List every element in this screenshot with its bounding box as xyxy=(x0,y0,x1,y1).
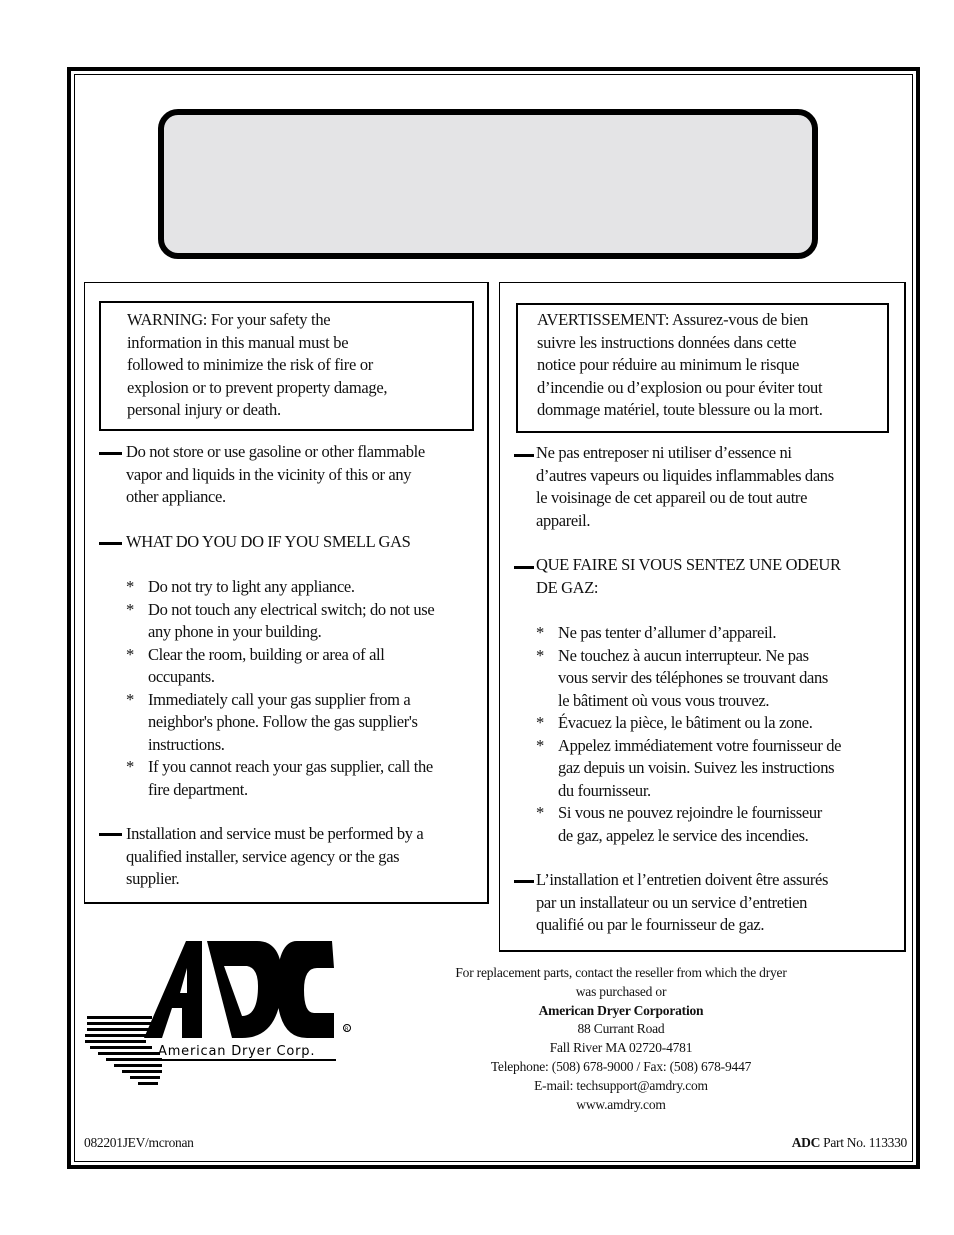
dash-bullet-icon xyxy=(99,833,122,836)
street-address: 88 Currant Road xyxy=(577,1021,665,1037)
dash-bullet-icon xyxy=(514,566,534,569)
contact-info xyxy=(400,964,842,1114)
text-line: Do not touch any electrical switch; do not use xyxy=(148,599,435,619)
text-line: vapor and liquids in the vicinity of this or any xyxy=(126,464,412,484)
text-line: DE GAZ: xyxy=(536,577,599,597)
website-link[interactable]: www.amdry.com xyxy=(576,1096,666,1112)
english-item-flammable xyxy=(126,441,425,509)
text-line: d’autres vapeurs ou liquides inflammables dans xyxy=(536,465,834,485)
english-gas-instructions xyxy=(126,576,476,801)
list-item xyxy=(126,756,476,801)
warning-line: personal injury or death. xyxy=(127,400,281,419)
text-line: fire department. xyxy=(148,779,248,799)
warning-line: AVERTISSEMENT: Assurez-vous de bien xyxy=(537,310,809,329)
text-line: par un installateur ou un service d’entretien xyxy=(536,892,808,912)
asterisk-icon: * xyxy=(536,803,544,822)
text-line: Évacuez la pièce, le bâtiment ou la zone. xyxy=(558,713,813,732)
english-smell-gas-heading: WHAT DO YOU DO IF YOU SMELL GAS xyxy=(126,532,411,551)
text-line: neighbor's phone. Follow the gas supplier's xyxy=(148,712,418,731)
dash-bullet-icon xyxy=(514,454,534,457)
text-line: instructions. xyxy=(148,734,225,754)
text-line: QUE FAIRE SI VOUS SENTEZ UNE ODEUR xyxy=(536,555,841,574)
city-address: Fall River MA 02720-4781 xyxy=(549,1040,693,1056)
french-warning-box xyxy=(516,303,889,433)
dash-bullet-icon xyxy=(99,452,122,455)
list-item xyxy=(536,622,896,645)
text-line: gaz depuis un voisin. Suivez les instructions xyxy=(558,758,835,777)
svg-text:American Dryer Corp.: American Dryer Corp. xyxy=(158,1044,316,1059)
text-line: any phone in your building. xyxy=(148,622,322,641)
warning-line: WARNING: For your safety the xyxy=(127,310,331,329)
asterisk-icon: * xyxy=(536,713,544,732)
asterisk-icon: * xyxy=(126,757,134,776)
text-line: was purchased or xyxy=(575,983,667,999)
text-line: appareil. xyxy=(536,510,591,530)
asterisk-icon: * xyxy=(126,577,134,596)
text-line: For replacement parts, contact the reseller from which the dryer xyxy=(455,965,787,980)
warning-line: information in this manual must be xyxy=(127,332,349,352)
list-item xyxy=(126,576,476,599)
asterisk-icon: * xyxy=(126,599,134,619)
text-line: qualified installer, service agency or the gas xyxy=(126,846,400,866)
warning-line: suivre les instructions données dans cette xyxy=(537,332,797,352)
french-item-flammable xyxy=(536,442,834,532)
list-item xyxy=(126,644,476,689)
list-item xyxy=(536,645,896,713)
title-banner xyxy=(158,109,818,259)
french-gas-instructions xyxy=(536,622,896,847)
asterisk-icon: * xyxy=(536,735,544,755)
text-line: le bâtiment où vous vous trouvez. xyxy=(558,690,770,710)
text-line: If you cannot reach your gas supplier, call the xyxy=(148,757,433,776)
text-line: Do not store or use gasoline or other flammable xyxy=(126,442,425,461)
company-name: American Dryer Corporation xyxy=(538,1002,704,1018)
text-line: Immediately call your gas supplier from a xyxy=(148,689,411,709)
list-item xyxy=(126,599,476,644)
text-line: Ne pas entreposer ni utiliser d’essence ni xyxy=(536,443,792,462)
dash-bullet-icon xyxy=(514,880,534,883)
text-line: Ne touchez à aucun interrupteur. Ne pas xyxy=(558,645,809,665)
warning-line: explosion or to prevent property damage, xyxy=(127,377,388,397)
text-line: du fournisseur. xyxy=(558,780,651,800)
svg-text:R: R xyxy=(345,1026,349,1033)
text-line: le voisinage de cet appareil ou de tout autre xyxy=(536,488,808,507)
english-warning-box xyxy=(99,301,474,431)
text-line: occupants. xyxy=(148,667,215,686)
french-smell-gas-heading xyxy=(536,554,841,599)
text-line: Clear the room, building or area of all xyxy=(148,644,385,664)
asterisk-icon: * xyxy=(126,644,134,664)
part-brand: ADC xyxy=(791,1135,821,1150)
text-line: de gaz, appelez le service des incendies. xyxy=(558,825,809,845)
warning-line: d’incendie ou d’explosion ou pour éviter tout xyxy=(537,377,823,397)
text-line: qualifié ou par le fournisseur de gaz. xyxy=(536,915,765,934)
list-item xyxy=(536,802,896,847)
text-line: Installation and service must be performed by a xyxy=(126,824,424,843)
document-code: 082201JEV/mcronan xyxy=(84,1135,194,1150)
text-line: supplier. xyxy=(126,869,180,888)
adc-logo xyxy=(82,938,357,1090)
english-item-installation xyxy=(126,823,423,891)
list-item xyxy=(536,735,896,803)
text-line: other appliance. xyxy=(126,487,226,506)
text-line: Do not try to light any appliance. xyxy=(148,577,355,596)
part-label: Part No. 113330 xyxy=(820,1135,907,1150)
phone-fax: Telephone: (508) 678-9000 / Fax: (508) 678-9447 xyxy=(490,1058,752,1074)
text-line: Appelez immédiatement votre fournisseur de xyxy=(558,735,842,755)
text-line: Si vous ne pouvez rejoindre le fournisseur xyxy=(558,803,822,822)
list-item xyxy=(536,712,896,735)
asterisk-icon: * xyxy=(126,689,134,709)
asterisk-icon: * xyxy=(536,645,544,665)
text-line: Ne pas tenter d’allumer d’appareil. xyxy=(558,623,777,642)
adc-logo-icon xyxy=(82,938,357,1090)
french-item-installation xyxy=(536,869,828,937)
list-item xyxy=(126,689,476,757)
warning-line: followed to minimize the risk of fire or xyxy=(127,355,373,374)
warning-line: dommage matériel, toute blessure ou la mort. xyxy=(537,400,823,419)
warning-line: notice pour réduire au minimum le risque xyxy=(537,355,800,374)
dash-bullet-icon xyxy=(99,542,122,545)
text-line: vous servir des téléphones se trouvant dans xyxy=(558,668,828,687)
text-line: L’installation et l’entretien doivent être assurés xyxy=(536,870,829,889)
part-number xyxy=(792,1135,907,1151)
email[interactable]: E-mail: techsupport@amdry.com xyxy=(534,1077,708,1093)
asterisk-icon: * xyxy=(536,623,544,642)
